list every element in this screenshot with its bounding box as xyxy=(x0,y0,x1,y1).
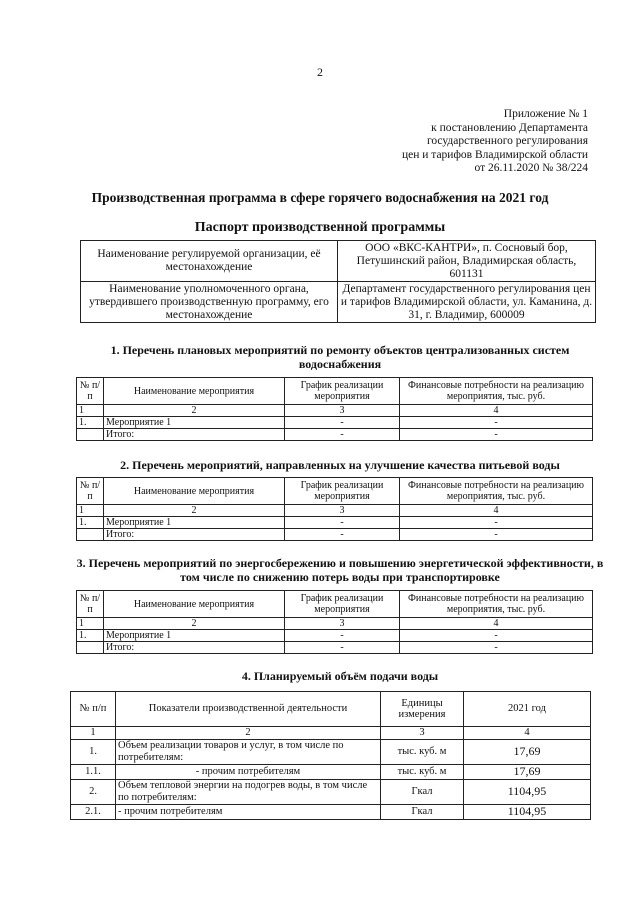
table-cell: - прочим потребителям xyxy=(116,764,381,779)
table-cell: 4 xyxy=(400,405,593,417)
table-row xyxy=(77,429,593,441)
table-cell: 4 xyxy=(400,618,593,630)
section-heading: 4. Планируемый объём подачи воды xyxy=(241,669,439,683)
table-cell: 3 xyxy=(285,618,400,630)
column-header: № п/п xyxy=(77,378,104,405)
passport-value: Департамент государственного регулирования цен и тарифов Владимирской области, ул. Каманина, д. 31, г. Владимир, 600009 xyxy=(338,282,596,323)
table-row xyxy=(77,618,593,630)
table-cell: 17,69 xyxy=(464,739,591,764)
table-cell: 1104,95 xyxy=(464,804,591,819)
column-header: Единицы измерения xyxy=(381,692,464,727)
table-cell: Гкал xyxy=(381,804,464,819)
table-row xyxy=(77,505,593,517)
table-cell: Мероприятие 1 xyxy=(104,417,285,429)
column-header: Наименование мероприятия xyxy=(104,478,285,505)
column-header: График реализации мероприятия xyxy=(285,378,400,405)
table-cell: тыс. куб. м xyxy=(381,739,464,764)
passport-title: Паспорт производственной программы xyxy=(194,220,446,235)
table-cell: Мероприятие 1 xyxy=(104,630,285,642)
table-cell: Объем реализации товаров и услуг, в том числе по потребителям: xyxy=(116,739,381,764)
table-cell: 3 xyxy=(381,727,464,740)
table-cell xyxy=(77,642,104,654)
table-cell: 4 xyxy=(400,505,593,517)
column-header: № п/п xyxy=(77,478,104,505)
table-cell: Мероприятие 1 xyxy=(104,517,285,529)
table-cell: 1 xyxy=(77,505,104,517)
section-heading: 1. Перечень плановых мероприятий по ремонту объектов централизованных систем водоснабжения xyxy=(110,343,570,371)
column-header: Финансовые потребности на реализацию мероприятия, тыс. руб. xyxy=(400,591,593,618)
table-cell: - xyxy=(400,642,593,654)
table-cell: 1. xyxy=(77,417,104,429)
table-header-row xyxy=(77,591,593,618)
table-row xyxy=(77,517,593,529)
section-heading: 2. Перечень мероприятий, направленных на улучшение качества питьевой воды xyxy=(120,458,560,472)
table-row xyxy=(77,630,593,642)
appendix-line: к постановлению Департамента xyxy=(431,121,588,134)
table-cell: 1. xyxy=(71,739,116,764)
passport-label: Наименование регулируемой организации, её местонахождение xyxy=(81,241,338,282)
table-cell: - xyxy=(285,529,400,541)
passport-table xyxy=(80,240,596,323)
table-cell: 1.1. xyxy=(71,764,116,779)
table-row xyxy=(71,727,591,740)
column-header: Наименование мероприятия xyxy=(104,378,285,405)
table-cell: 2. xyxy=(71,779,116,804)
table-cell: 1104,95 xyxy=(464,779,591,804)
document-title: Производственная программа в сфере горячего водоснабжения на 2021 год xyxy=(91,190,549,205)
table-cell: Итого: xyxy=(104,529,285,541)
repair-events-table xyxy=(76,377,593,441)
table-cell: 17,69 xyxy=(464,764,591,779)
water-quality-events-table xyxy=(76,477,593,541)
table-cell: - xyxy=(400,529,593,541)
column-header: № п/п xyxy=(77,591,104,618)
table-cell: Итого: xyxy=(104,642,285,654)
table-cell: Итого: xyxy=(104,429,285,441)
column-header: № п/п xyxy=(71,692,116,727)
table-cell: 2 xyxy=(116,727,381,740)
table-cell: 2.1. xyxy=(71,804,116,819)
table-cell: 2 xyxy=(104,618,285,630)
table-row xyxy=(71,804,591,819)
passport-label: Наименование уполномоченного органа, утвердившего производственную программу, его местонахождение xyxy=(81,282,338,323)
table-row xyxy=(71,779,591,804)
column-header: График реализации мероприятия xyxy=(285,478,400,505)
section-heading: 3. Перечень мероприятий по энергосбережению и повышению энергетической эффективности, в том числе по снижению потерь воды при транспортировке xyxy=(76,556,604,584)
table-cell: 4 xyxy=(464,727,591,740)
table-cell: 3 xyxy=(285,405,400,417)
table-cell: - xyxy=(285,429,400,441)
table-row xyxy=(71,739,591,764)
table-row xyxy=(77,405,593,417)
table-row xyxy=(77,642,593,654)
table-cell xyxy=(77,529,104,541)
table-row xyxy=(77,417,593,429)
table-header-row xyxy=(77,378,593,405)
appendix-line: государственного регулирования xyxy=(426,135,588,147)
table-cell: тыс. куб. м xyxy=(381,764,464,779)
column-header: Финансовые потребности на реализацию мероприятия, тыс. руб. xyxy=(400,478,593,505)
table-cell: - xyxy=(400,429,593,441)
table-cell: 1 xyxy=(77,618,104,630)
table-cell xyxy=(77,429,104,441)
table-cell: 1. xyxy=(77,517,104,529)
table-cell: - xyxy=(400,417,593,429)
table-cell: Гкал xyxy=(381,779,464,804)
table-row xyxy=(81,282,596,323)
appendix-line: цен и тарифов Владимирской области xyxy=(401,148,588,161)
table-cell: - прочим потребителям xyxy=(116,804,381,819)
table-row xyxy=(81,241,596,282)
table-cell: - xyxy=(285,417,400,429)
passport-value: ООО «ВКС-КАНТРИ», п. Сосновый бор, Петушинский район, Владимирская область, 601131 xyxy=(338,241,596,282)
table-cell: 1 xyxy=(71,727,116,740)
table-cell: 1. xyxy=(77,630,104,642)
column-header: График реализации мероприятия xyxy=(285,591,400,618)
table-cell: Объем тепловой энергии на подогрев воды, в том числе по потребителям: xyxy=(116,779,381,804)
column-header: Наименование мероприятия xyxy=(104,591,285,618)
table-cell: - xyxy=(400,517,593,529)
table-cell: 2 xyxy=(104,505,285,517)
appendix-block xyxy=(328,108,588,176)
table-cell: - xyxy=(285,517,400,529)
table-cell: 1 xyxy=(77,405,104,417)
page-number: 2 xyxy=(317,65,323,79)
table-cell: 3 xyxy=(285,505,400,517)
table-cell: 2 xyxy=(104,405,285,417)
water-volume-table xyxy=(70,691,591,820)
appendix-line: от 26.11.2020 № 38/224 xyxy=(474,162,588,174)
appendix-line: Приложение № 1 xyxy=(503,108,588,120)
table-row xyxy=(77,529,593,541)
table-cell: - xyxy=(285,642,400,654)
column-header: Показатели производственной деятельности xyxy=(116,692,381,727)
table-header-row xyxy=(77,478,593,505)
column-header: 2021 год xyxy=(464,692,591,727)
table-cell: - xyxy=(285,630,400,642)
table-row xyxy=(71,764,591,779)
column-header: Финансовые потребности на реализацию мероприятия, тыс. руб. xyxy=(400,378,593,405)
table-header-row xyxy=(71,692,591,727)
table-cell: - xyxy=(400,630,593,642)
energy-saving-events-table xyxy=(76,590,593,654)
